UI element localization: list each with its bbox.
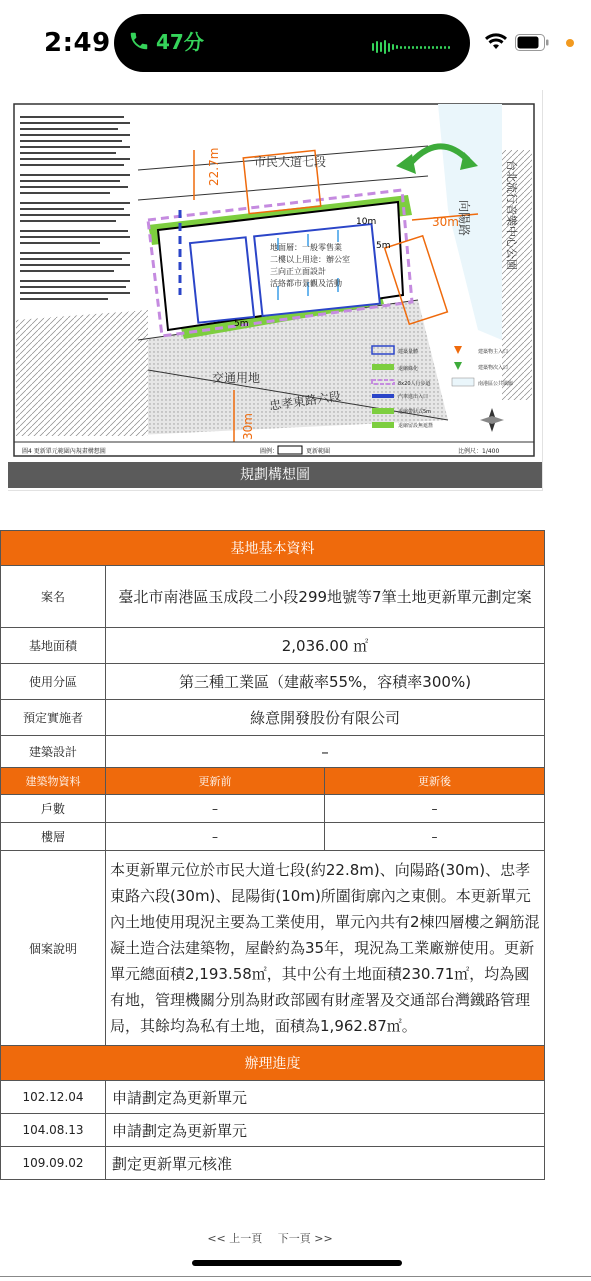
phone-icon bbox=[128, 30, 150, 52]
case-name: 臺北市南港區玉成段二小段299地號等7筆土地更新單元劃定案 bbox=[106, 566, 545, 628]
progress-row: 109.09.02 劃定更新單元核准 bbox=[1, 1147, 545, 1180]
prev-page-link[interactable]: << 上一頁 bbox=[207, 1232, 263, 1245]
svg-text:退縮綠化: 退縮綠化 bbox=[398, 366, 419, 372]
wifi-icon bbox=[484, 32, 508, 50]
dim-bottom: 30m bbox=[241, 413, 255, 440]
street-bottom: 忠孝東路六段 bbox=[268, 389, 342, 413]
dim-corner: 5m bbox=[376, 241, 391, 251]
svg-text:建築物主入口: 建築物主入口 bbox=[478, 349, 509, 355]
table-row bbox=[1, 628, 545, 664]
plan-image bbox=[8, 90, 543, 491]
building-text-2: 二樓以上用途：辦公室 bbox=[270, 255, 350, 264]
street-diag: 交通用地 bbox=[212, 371, 261, 385]
street-top: 市民大道七段 bbox=[254, 155, 327, 169]
table-row: 樓層 – – bbox=[1, 823, 545, 851]
row-label: 使用分區 bbox=[1, 664, 106, 700]
zoning: 第三種工業區（建蔽率55%，容積率300%) bbox=[106, 664, 545, 700]
section-basic-header: 基地基本資料 bbox=[1, 531, 545, 566]
svg-text:更新範圍: 更新範圍 bbox=[306, 448, 331, 455]
call-indicator[interactable] bbox=[128, 26, 204, 55]
info-table bbox=[0, 530, 545, 1180]
battery-icon bbox=[515, 34, 549, 51]
call-duration: 47分 bbox=[156, 30, 204, 54]
privacy-indicator-dot bbox=[566, 39, 574, 47]
table-row bbox=[1, 664, 545, 700]
site-area: 2,036.00 ㎡ bbox=[106, 628, 545, 664]
building-text-1: 地面層：一般零售業 bbox=[270, 243, 342, 252]
next-page-link[interactable]: 下一頁 >> bbox=[277, 1232, 333, 1245]
table-row: 個案說明 本更新單元位於市民大道七段(約22.8m)、向陽路(30m)、忠孝東路六段(30m)、昆陽街(10m)所圍街廓內之東側。本更新單元內土地使用現況主要為工業使用，單元內共有2棟四層樓之鋼筋混凝土造合法建築物，屋齡約為35年，現況為工業廠辦使用。更新單元總面積2,193.58㎡，其中公有土地面積230.71㎡，均為國有地，管理機關分別為財政部國有財產署及交通部台灣鐵路管理局，其餘均為私有土地，面積為1,962.87㎡。 bbox=[1, 851, 545, 1046]
row-label: 案名 bbox=[1, 566, 106, 628]
audio-wave-icon bbox=[372, 40, 450, 54]
implementer: 綠意開發股份有限公司 bbox=[106, 700, 545, 736]
progress-row: 104.08.13 申請劃定為更新單元 bbox=[1, 1114, 545, 1147]
pager bbox=[0, 1230, 540, 1246]
status-time: 2:49 bbox=[44, 28, 111, 58]
building-text-4: 活絡都市景觀及活動 bbox=[270, 279, 342, 288]
street-park: 台北流行音樂中心公園 bbox=[505, 160, 518, 270]
section-progress-header: 辦理進度 bbox=[1, 1046, 545, 1081]
street-right: 向陽路 bbox=[457, 200, 471, 237]
svg-text:退縮留設無遮簷: 退縮留設無遮簷 bbox=[398, 423, 434, 429]
svg-text:建築量體: 建築量體 bbox=[398, 349, 419, 355]
status-bar bbox=[0, 0, 591, 88]
building-subheader: 建築物資料 更新前 更新後 bbox=[1, 768, 545, 795]
dim-left: 22.7m bbox=[207, 147, 221, 186]
row-label: 預定實施者 bbox=[1, 700, 106, 736]
case-description: 本更新單元位於市民大道七段(約22.8m)、向陽路(30m)、忠孝東路六段(30m)、昆陽街(10m)所圍街廓內之東側。本更新單元內土地使用現況主要為工業使用，單元內共有2棟四層樓之鋼筋混凝土造合法建築物，屋齡約為35年，現況為工業廠辦使用。更新單元總面積2,193.58㎡，其中公有土地面積230.71㎡，均為國有地，管理機關分別為財政部國有財產署及交通部台灣鐵路管理局，其餘均為私有土地，面積為1,962.87㎡。 bbox=[106, 851, 545, 1046]
table-row bbox=[1, 700, 545, 736]
table-row bbox=[1, 736, 545, 768]
plan-caption: 規劃構想圖 bbox=[8, 462, 542, 488]
svg-text:南港區公共風廊: 南港區公共風廊 bbox=[478, 381, 514, 387]
plan-scale: 比例尺：1/400 bbox=[458, 448, 500, 455]
dim-right: 30m bbox=[432, 215, 459, 229]
row-label: 基地面積 bbox=[1, 628, 106, 664]
table-row bbox=[1, 566, 545, 628]
dynamic-island[interactable] bbox=[114, 14, 470, 72]
plan-figure-title: 圖4 更新單元範圍內規畫構想圖 bbox=[22, 448, 106, 455]
svg-text:建築物次入口: 建築物次入口 bbox=[478, 365, 509, 371]
building-text-3: 三向正立面設計 bbox=[270, 267, 326, 276]
progress-row: 102.12.04 申請劃定為更新單元 bbox=[1, 1081, 545, 1114]
svg-text:圖例：: 圖例： bbox=[260, 448, 279, 455]
architect: – bbox=[106, 736, 545, 768]
bottom-divider bbox=[0, 1276, 591, 1281]
svg-text:退縮帶狀式5m: 退縮帶狀式5m bbox=[398, 409, 432, 415]
dim-small: 10m bbox=[356, 217, 377, 227]
home-indicator[interactable] bbox=[192, 1260, 402, 1266]
svg-text:汽車進出入口: 汽車進出入口 bbox=[398, 394, 429, 400]
dim-side: 5m bbox=[234, 319, 249, 329]
row-label: 建築設計 bbox=[1, 736, 106, 768]
svg-text:8x20人行步道: 8x20人行步道 bbox=[398, 381, 431, 387]
table-row: 戶數 – – bbox=[1, 795, 545, 823]
site-plan-drawing bbox=[8, 90, 542, 462]
